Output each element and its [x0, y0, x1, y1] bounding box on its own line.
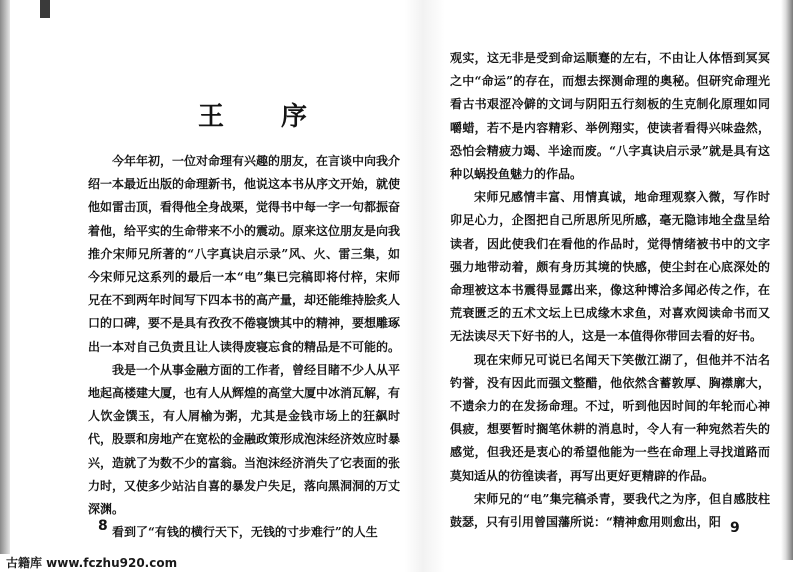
right-scan-edge	[781, 0, 793, 560]
scan-mark	[40, 0, 50, 18]
paragraph: 观实，这无非是受到命运顺蹇的左右，不由让人体悟到冥冥之中“命运”的存在，而想去探测命理的奥秘。但研究命理光看古书艰涩冷僻的文词与阴阳五行刻板的生克制化原理如同嚼蜡，若不是内容精彩、举例翔实，使读者看得兴味盎然，恐怕会精疲力竭、半途而废。“八字真诀启示录”就是具有这种以蜗投鱼魅力的作品。	[450, 51, 770, 182]
site-watermark: 古籍库 www.fczhu920.com	[0, 554, 183, 572]
paragraph: 我是一个从事金融方面的工作者，曾经目睹不少人从平地起高楼建大厦，也有人从辉煌的高堂大厦中冰消瓦解，有人饮金馔玉，有人屑榆为粥，尤其是金钱市场上的狂飙时代，股票和房地产在宽松的金融政策形成泡沫经济效应时暴兴，造就了为数不少的富翁。当泡沫经济消失了它表面的张力时，又使多少站沾自喜的暴发户失足，落向黑洞洞的万丈深渊。	[88, 362, 401, 517]
left-page	[88, 0, 401, 572]
left-page-body	[88, 150, 400, 544]
paragraph: 看到了“有钱的横行天下，无钱的寸步难行”的人生	[112, 525, 378, 540]
right-page	[450, 0, 770, 572]
page-number: 9	[730, 520, 740, 536]
page-number: 8	[98, 518, 108, 534]
paragraph: 宋师兄的“电”集完稿杀青，要我代之为序，但自感肢柱鼓瑟，只有引用曾国藩所说：“精神愈用则愈出，阳	[450, 491, 770, 530]
book-gutter	[405, 0, 445, 572]
paragraph: 现在宋师兄可说已名闻天下笑傲江湖了，但他并不沽名钓誉，没有因此而强文整醋，他依然含蓄敦厚、胸襟廓大，不遗余力的在发扬命理。不过，听到他因时间的年轮而心神俱疲，想要暂时搁笔休耕的消息时，令人有一种宛然若失的感觉，但我还是衷心的希望他能为一些在命理上寻找道路而莫知适从的彷徨读者，再写出更好更精辟的作品。	[450, 352, 770, 483]
left-scan-edge	[0, 0, 10, 560]
paragraph: 宋师兄感情丰富、用情真诚，地命理观察入微，写作时卯足心力，企图把自己所思所见所感，毫无隐讳地全盘呈给读者，因此使我们在看他的作品时，觉得情绪被书中的文字强力地带动着，颇有身历其境的快感，使尘封在心底深处的命理被这本书震得显露出来，像这种博洽多闻必传之作，在荒衰匮乏的五术文坛上已成缘木求鱼，对喜欢阅读命书而又无法读尽天下好书的人，这是一本值得你带回去看的好书。	[450, 190, 770, 344]
paragraph: 今年年初，一位对命理有兴趣的朋友，在言谈中向我介绍一本最近出版的命理新书，他说这本书从序文开始，就使他如雷击顶，看得他全身战栗，觉得书中每一字一句都振奋着他，给平实的生命带来不小的震动。原来这位朋友是向我推介宋师兄所著的“八字真诀启示录”风、火、雷三集，如今宋师兄这系列的最后一本“电”集已完稿即将付梓，宋师兄在不到两年时间写下四本书的高产量，却还能维持脍炙人口的口碑，要不是具有孜孜不倦寝馈其中的精神，要想雕琢出一本对自己负责且让人读得废寝忘食的精品是不可能的。	[88, 154, 401, 354]
preface-title: 王 序	[198, 102, 332, 132]
right-page-body	[450, 47, 770, 534]
